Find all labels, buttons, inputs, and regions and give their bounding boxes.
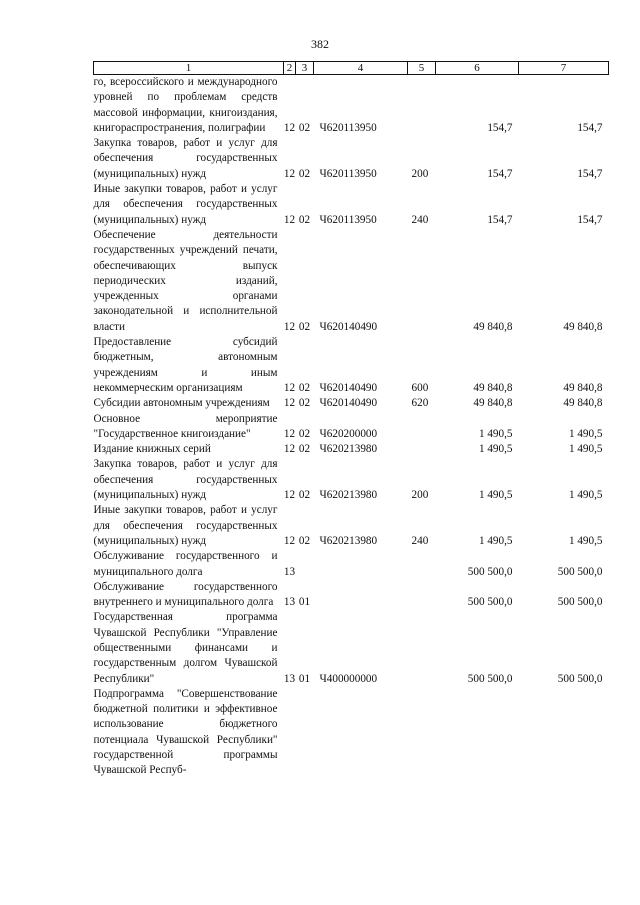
table-row: [94, 610, 609, 686]
amount-col-7: 500 500,0: [557, 596, 603, 609]
amount-col-7: 154,7: [577, 167, 603, 180]
row-description: Обслуживание государственного и муниципального долга: [93, 550, 278, 578]
target-article-code: [314, 549, 408, 580]
row-description: Иные закупки товаров, работ и услуг для обеспечения государственных (муниципальных) нужд: [93, 504, 278, 547]
subsection-code: 02: [298, 534, 311, 547]
subsection-code: 01: [298, 672, 311, 685]
column-header: 6: [436, 62, 519, 75]
target-article-code: Ч620140490: [319, 381, 378, 394]
amount-col-7: 154,7: [577, 121, 603, 134]
target-article-code: [314, 580, 408, 611]
amount-col-6: 1 490,5: [478, 489, 513, 502]
column-header: 5: [408, 62, 436, 75]
table-header-row: [94, 62, 609, 75]
expense-type-code: [408, 412, 436, 443]
amount-col-6: 1 490,5: [478, 534, 513, 547]
subsection-code: 02: [298, 443, 311, 456]
section-code: 12: [283, 427, 296, 440]
amount-col-7: 49 840,8: [563, 320, 603, 333]
column-header: 4: [314, 62, 408, 75]
amount-col-6: 49 840,8: [473, 320, 513, 333]
section-code: 12: [283, 489, 296, 502]
subsection-code: 02: [298, 489, 311, 502]
amount-col-6: 49 840,8: [473, 381, 513, 394]
table-row: [94, 335, 609, 396]
column-header: 3: [296, 62, 314, 75]
table-row: [94, 228, 609, 335]
amount-col-7: 1 490,5: [568, 427, 603, 440]
subsection-code: 02: [298, 213, 311, 226]
expense-type-code: 240: [411, 213, 429, 226]
amount-col-6: 500 500,0: [467, 565, 513, 578]
amount-col-7: 49 840,8: [563, 397, 603, 410]
amount-col-6: 500 500,0: [467, 596, 513, 609]
target-article-code: [314, 687, 408, 779]
target-article-code: Ч620140490: [319, 397, 378, 410]
row-description: го, всероссийского и международного уровней по проблемам средств массовой информации, книгоиздания, книгораспространения, полиграфии: [93, 76, 278, 134]
table-row: [94, 412, 609, 443]
expense-type-code: [408, 580, 436, 611]
column-header: 7: [519, 62, 609, 75]
section-code: 12: [283, 534, 296, 547]
amount-col-7: 1 490,5: [568, 534, 603, 547]
subsection-code: 02: [298, 381, 311, 394]
amount-col-6: 500 500,0: [467, 672, 513, 685]
amount-col-6: 49 840,8: [473, 397, 513, 410]
table-row: [94, 503, 609, 549]
amount-col-6: [436, 687, 519, 779]
subsection-code: 02: [298, 397, 311, 410]
row-description: Обеспечение деятельности государственных учреждений печати, обеспечивающих выпуск периодических изданий, учрежденных органами законодательной и исполнительной власти: [93, 228, 278, 333]
expense-type-code: 200: [411, 167, 429, 180]
subsection-code: 02: [298, 320, 311, 333]
row-description: Закупка товаров, работ и услуг для обеспечения государственных (муниципальных) нужд: [93, 458, 278, 502]
row-description: Иные закупки товаров, работ и услуг для обеспечения государственных (муниципальных) нужд: [93, 183, 278, 226]
target-article-code: Ч620200000: [319, 427, 378, 440]
section-code: 12: [283, 443, 296, 456]
expense-type-code: 240: [411, 534, 429, 547]
page-number: 382: [311, 37, 329, 51]
target-article-code: Ч400000000: [319, 672, 378, 685]
expense-type-code: [408, 610, 436, 686]
target-article-code: Ч620113950: [319, 167, 377, 180]
target-article-code: Ч620213980: [319, 489, 378, 502]
expense-type-code: [408, 687, 436, 779]
subsection-code: 02: [298, 167, 311, 180]
expense-type-code: [408, 442, 436, 457]
row-description: Издание книжных серий: [93, 443, 211, 456]
section-code: 13: [283, 565, 296, 578]
amount-col-7: 1 490,5: [568, 489, 603, 502]
expense-type-code: 620: [411, 397, 429, 410]
row-description: Обслуживание государственного внутреннего и муниципального долга: [93, 580, 278, 609]
subsection-code: 02: [298, 121, 311, 134]
table-row: [94, 136, 609, 182]
amount-col-7: [519, 687, 609, 779]
subsection-code: [296, 687, 314, 779]
target-article-code: Ч620113950: [319, 121, 377, 134]
amount-col-6: 1 490,5: [478, 427, 513, 440]
section-code: 12: [283, 167, 296, 180]
amount-col-7: 49 840,8: [563, 381, 603, 394]
row-description: Государственная программа Чувашской Республики "Управление общественными финансами и государственным долгом Чувашской Республики": [93, 611, 278, 685]
section-code: 12: [283, 320, 296, 333]
amount-col-7: 500 500,0: [557, 565, 603, 578]
row-description: Субсидии автономным учреждениям: [93, 397, 270, 410]
row-description: Основное мероприятие "Государственное книгоиздание": [93, 412, 278, 440]
section-code: 12: [283, 121, 296, 134]
table-row: [94, 396, 609, 411]
section-code: 12: [283, 397, 296, 410]
amount-col-7: 500 500,0: [557, 672, 603, 685]
section-code: 12: [283, 213, 296, 226]
amount-col-7: 154,7: [577, 213, 603, 226]
row-description: Закупка товаров, работ и услуг для обеспечения государственных (муниципальных) нужд: [93, 137, 278, 180]
expense-type-code: [408, 228, 436, 335]
target-article-code: Ч620113950: [319, 213, 377, 226]
section-code: [284, 687, 296, 779]
table-row: [94, 75, 609, 137]
row-description: Предоставление субсидий бюджетным, автономным учреждениям и иным некоммерческим организациям: [93, 336, 278, 394]
subsection-code: [296, 549, 314, 580]
table-row: [94, 580, 609, 611]
target-article-code: Ч620213980: [319, 443, 378, 456]
column-header: 1: [94, 62, 284, 75]
target-article-code: Ч620213980: [319, 534, 378, 547]
section-code: 13: [283, 672, 296, 685]
table-row: [94, 442, 609, 457]
subsection-code: 01: [298, 596, 311, 609]
table-row: [94, 457, 609, 503]
target-article-code: Ч620140490: [319, 320, 378, 333]
expense-type-code: [408, 549, 436, 580]
budget-table: [93, 61, 609, 779]
row-description: Подпрограмма "Совершенствование бюджетной политики и эффективное использование бюджетного потенциала Чувашской Республики" государственной программы Чувашской Респуб-: [93, 687, 278, 777]
section-code: 13: [283, 596, 296, 609]
table-row: [94, 687, 609, 779]
table-row: [94, 549, 609, 580]
section-code: 12: [283, 381, 296, 394]
amount-col-6: 1 490,5: [478, 443, 513, 456]
amount-col-6: 154,7: [487, 121, 513, 134]
amount-col-6: 154,7: [487, 213, 513, 226]
expense-type-code: [408, 75, 436, 137]
expense-type-code: 600: [411, 381, 429, 394]
amount-col-7: 1 490,5: [568, 443, 603, 456]
amount-col-6: 154,7: [487, 167, 513, 180]
subsection-code: 02: [298, 427, 311, 440]
column-header: 2: [284, 62, 296, 75]
table-row: [94, 182, 609, 228]
expense-type-code: 200: [411, 489, 429, 502]
